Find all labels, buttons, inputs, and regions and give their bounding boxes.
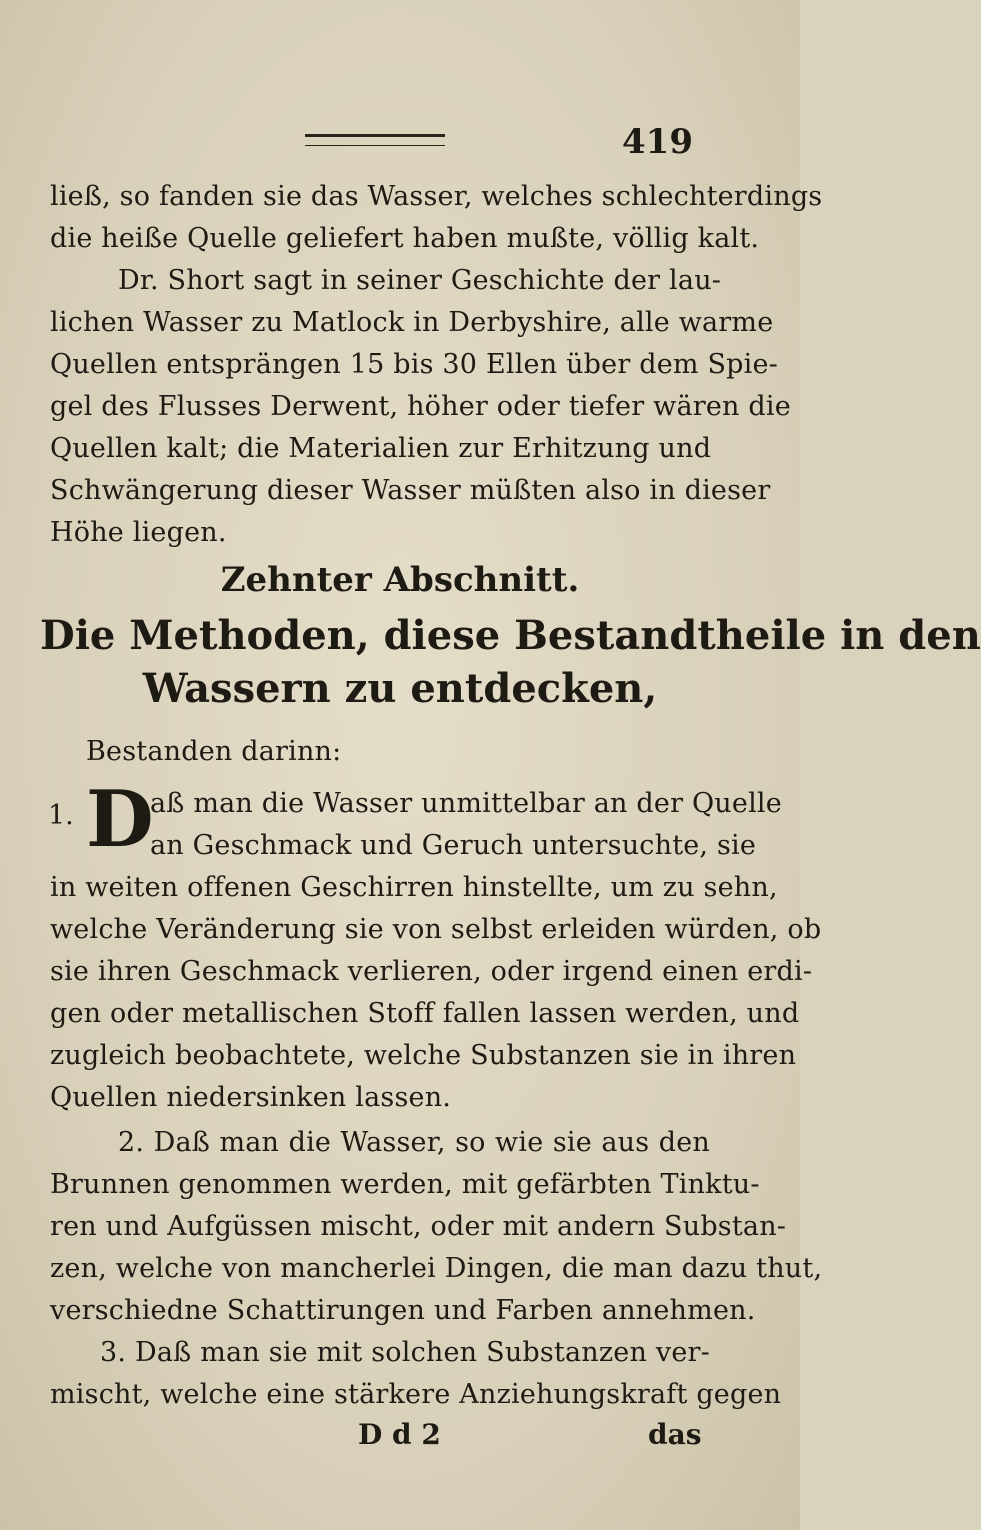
- item-line: Brunnen genommen werden, mit gefärbten Tinktu-: [50, 1169, 760, 1200]
- item-line: aß man die Wasser unmittelbar an der Quelle: [150, 788, 782, 819]
- section-title-line-1: Die Methoden, diese Bestandtheile in den: [40, 612, 981, 659]
- item-line: 3. Daß man sie mit solchen Substanzen ver-: [100, 1337, 710, 1368]
- intro-line: Quellen kalt; die Materialien zur Erhitzung und: [50, 433, 712, 464]
- item-line: in weiten offenen Geschirren hinstellte, um zu sehn,: [50, 872, 778, 903]
- item-line: gen oder metallischen Stoff fallen lassen werden, und: [50, 998, 800, 1029]
- intro-line: Höhe liegen.: [50, 517, 227, 548]
- section-title-line-2: Wassern zu entdecken,: [142, 665, 658, 712]
- item-line: Quellen niedersinken lassen.: [50, 1082, 452, 1113]
- intro-line: gel des Flusses Derwent, höher oder tiefer wären die: [50, 391, 791, 422]
- section-label: Zehnter Abschnitt.: [220, 560, 580, 600]
- item-line: zen, welche von mancherlei Dingen, die man dazu thut,: [50, 1253, 823, 1284]
- catchword: das: [648, 1418, 702, 1451]
- item-line: verschiedne Schattirungen und Farben annehmen.: [50, 1295, 756, 1326]
- item-line: sie ihren Geschmack verlieren, oder irgend einen erdi-: [50, 956, 813, 987]
- signature-mark: D d 2: [358, 1418, 441, 1451]
- intro-line: Schwängerung dieser Wasser müßten also in dieser: [50, 475, 771, 506]
- intro-line: Dr. Short sagt in seiner Geschichte der lau-: [118, 265, 722, 296]
- drop-cap: D: [86, 774, 154, 865]
- page-number: 419: [622, 122, 693, 162]
- header-rule: [305, 134, 445, 146]
- intro-line: ließ, so fanden sie das Wasser, welches schlechterdings: [50, 181, 823, 212]
- item-line: mischt, welche eine stärkere Anziehungskraft gegen: [50, 1379, 782, 1410]
- item-line: zugleich beobachtete, welche Substanzen sie in ihren: [50, 1040, 797, 1071]
- intro-line: lichen Wasser zu Matlock in Derbyshire, alle warme: [50, 307, 774, 338]
- item-line: welche Veränderung sie von selbst erleiden würden, ob: [50, 914, 822, 945]
- section-subtitle: Bestanden darinn:: [86, 736, 342, 767]
- page-header: [0, 118, 800, 168]
- item-line: an Geschmack und Geruch untersuchte, sie: [150, 830, 757, 861]
- page-footer: [0, 1418, 800, 1458]
- item-line: ren und Aufgüssen mischt, oder mit andern Substan-: [50, 1211, 787, 1242]
- item-number: 1.: [48, 800, 74, 831]
- intro-line: Quellen entsprängen 15 bis 30 Ellen über dem Spie-: [50, 349, 778, 380]
- intro-line: die heiße Quelle geliefert haben mußte, völlig kalt.: [50, 223, 760, 254]
- item-line: 2. Daß man die Wasser, so wie sie aus den: [118, 1127, 710, 1158]
